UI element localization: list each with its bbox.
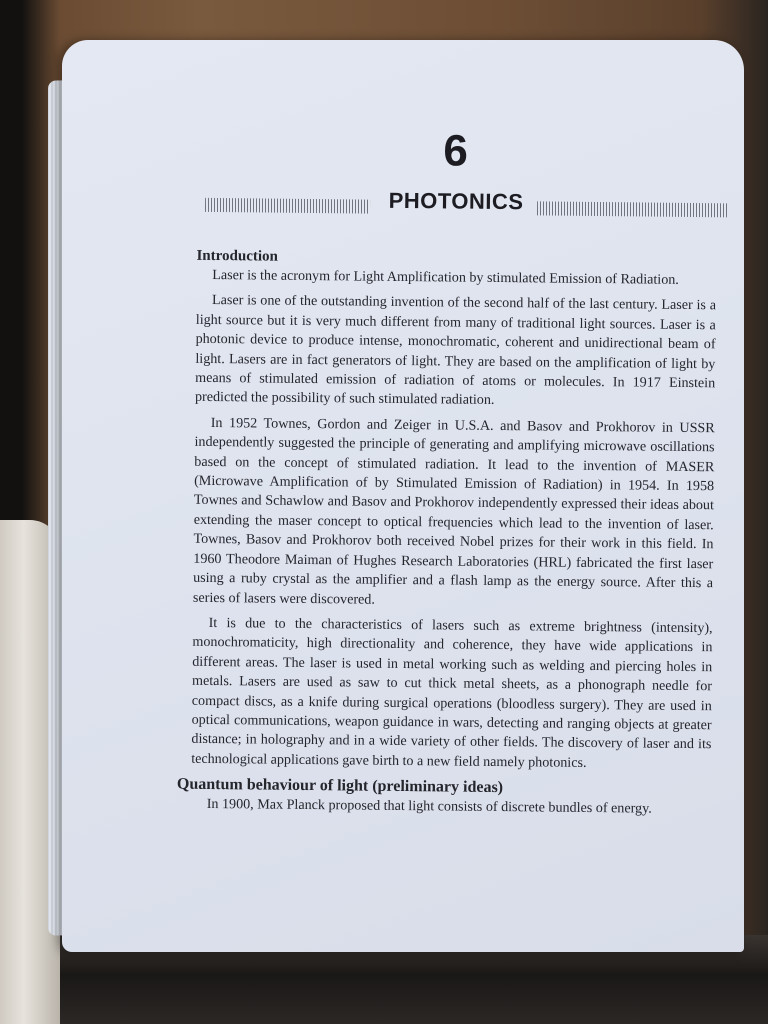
section-heading-introduction: Introduction (196, 247, 279, 265)
chapter-title-row (205, 186, 725, 223)
chapter-body (176, 246, 717, 820)
intro-paragraph-4: It is due to the characteristics of lasers such as extreme brightness (intensity), monochromaticity, high directionality and coherence, they have wide applications in different areas. The laser is used in metal working such as welding and piercing holes in metals. Lasers are used as saw to cut thick metal sheets, as a phonograph needle for compact discs, as a knife during surgical operations (bloodless surgery). They are used in optical communications, weapon guidance in wars, detecting and ranging objects at greater distance; in holography and in a wide variety of other fields. The discovery of laser and its technological applications gave birth to a new field namely photonics. (191, 614, 713, 771)
section-heading-quantum: Quantum behaviour of light (preliminary ideas) (176, 775, 504, 797)
intro-paragraph-2: Laser is one of the outstanding invention of the second half of the last century. Laser is a light source but it is very much different from many of traditional light sources. Laser is a photonic device to produce intense, monochromatic, coherent and unidirectional beam of light. Lasers are in fact generators of light. They are based on the amplification of light by means of stimulated emission of radiation of atoms or molecules. In 1917 Einstein predicted the possibility of such stimulated radiation. (194, 292, 717, 409)
book-page (62, 40, 744, 952)
quantum-paragraph-1: In 1900, Max Planck proposed that light consists of discrete bundles of energy. (206, 796, 652, 817)
intro-paragraph-1: Laser is the acronym for Light Amplification by stimulated Emission of Radiation. (212, 266, 679, 288)
page-content (62, 40, 744, 952)
title-rule-right (537, 201, 727, 217)
title-rule-left (205, 198, 370, 214)
chapter-number: 6 (443, 126, 469, 176)
chapter-title: PHOTONICS (388, 187, 524, 215)
intro-paragraph-3: In 1952 Townes, Gordon and Zeiger in U.S.A. and Basov and Prokhorov in USSR independently suggested the principle of generating and amplifying microwave oscillations based on the concept of stimulated radiation. It lead to the invention of MASER (Microwave Amplification of by Stimulated Emission of Radiation) in 1954. In 1958 Townes and Schawlow and Basov and Prokhorov independently expressed their ideas about extending the maser concept to optical frequencies which lead to the invention of laser. Townes, Basov and Prokhorov both received Nobel prizes for their work in this field. In 1960 Theodore Maiman of Hughes Research Laboratories (HRL) fabricated the first laser using a ruby crystal as the amplifier and a flash lamp as the energy source. After this a series of lasers were discovered. (192, 414, 715, 608)
